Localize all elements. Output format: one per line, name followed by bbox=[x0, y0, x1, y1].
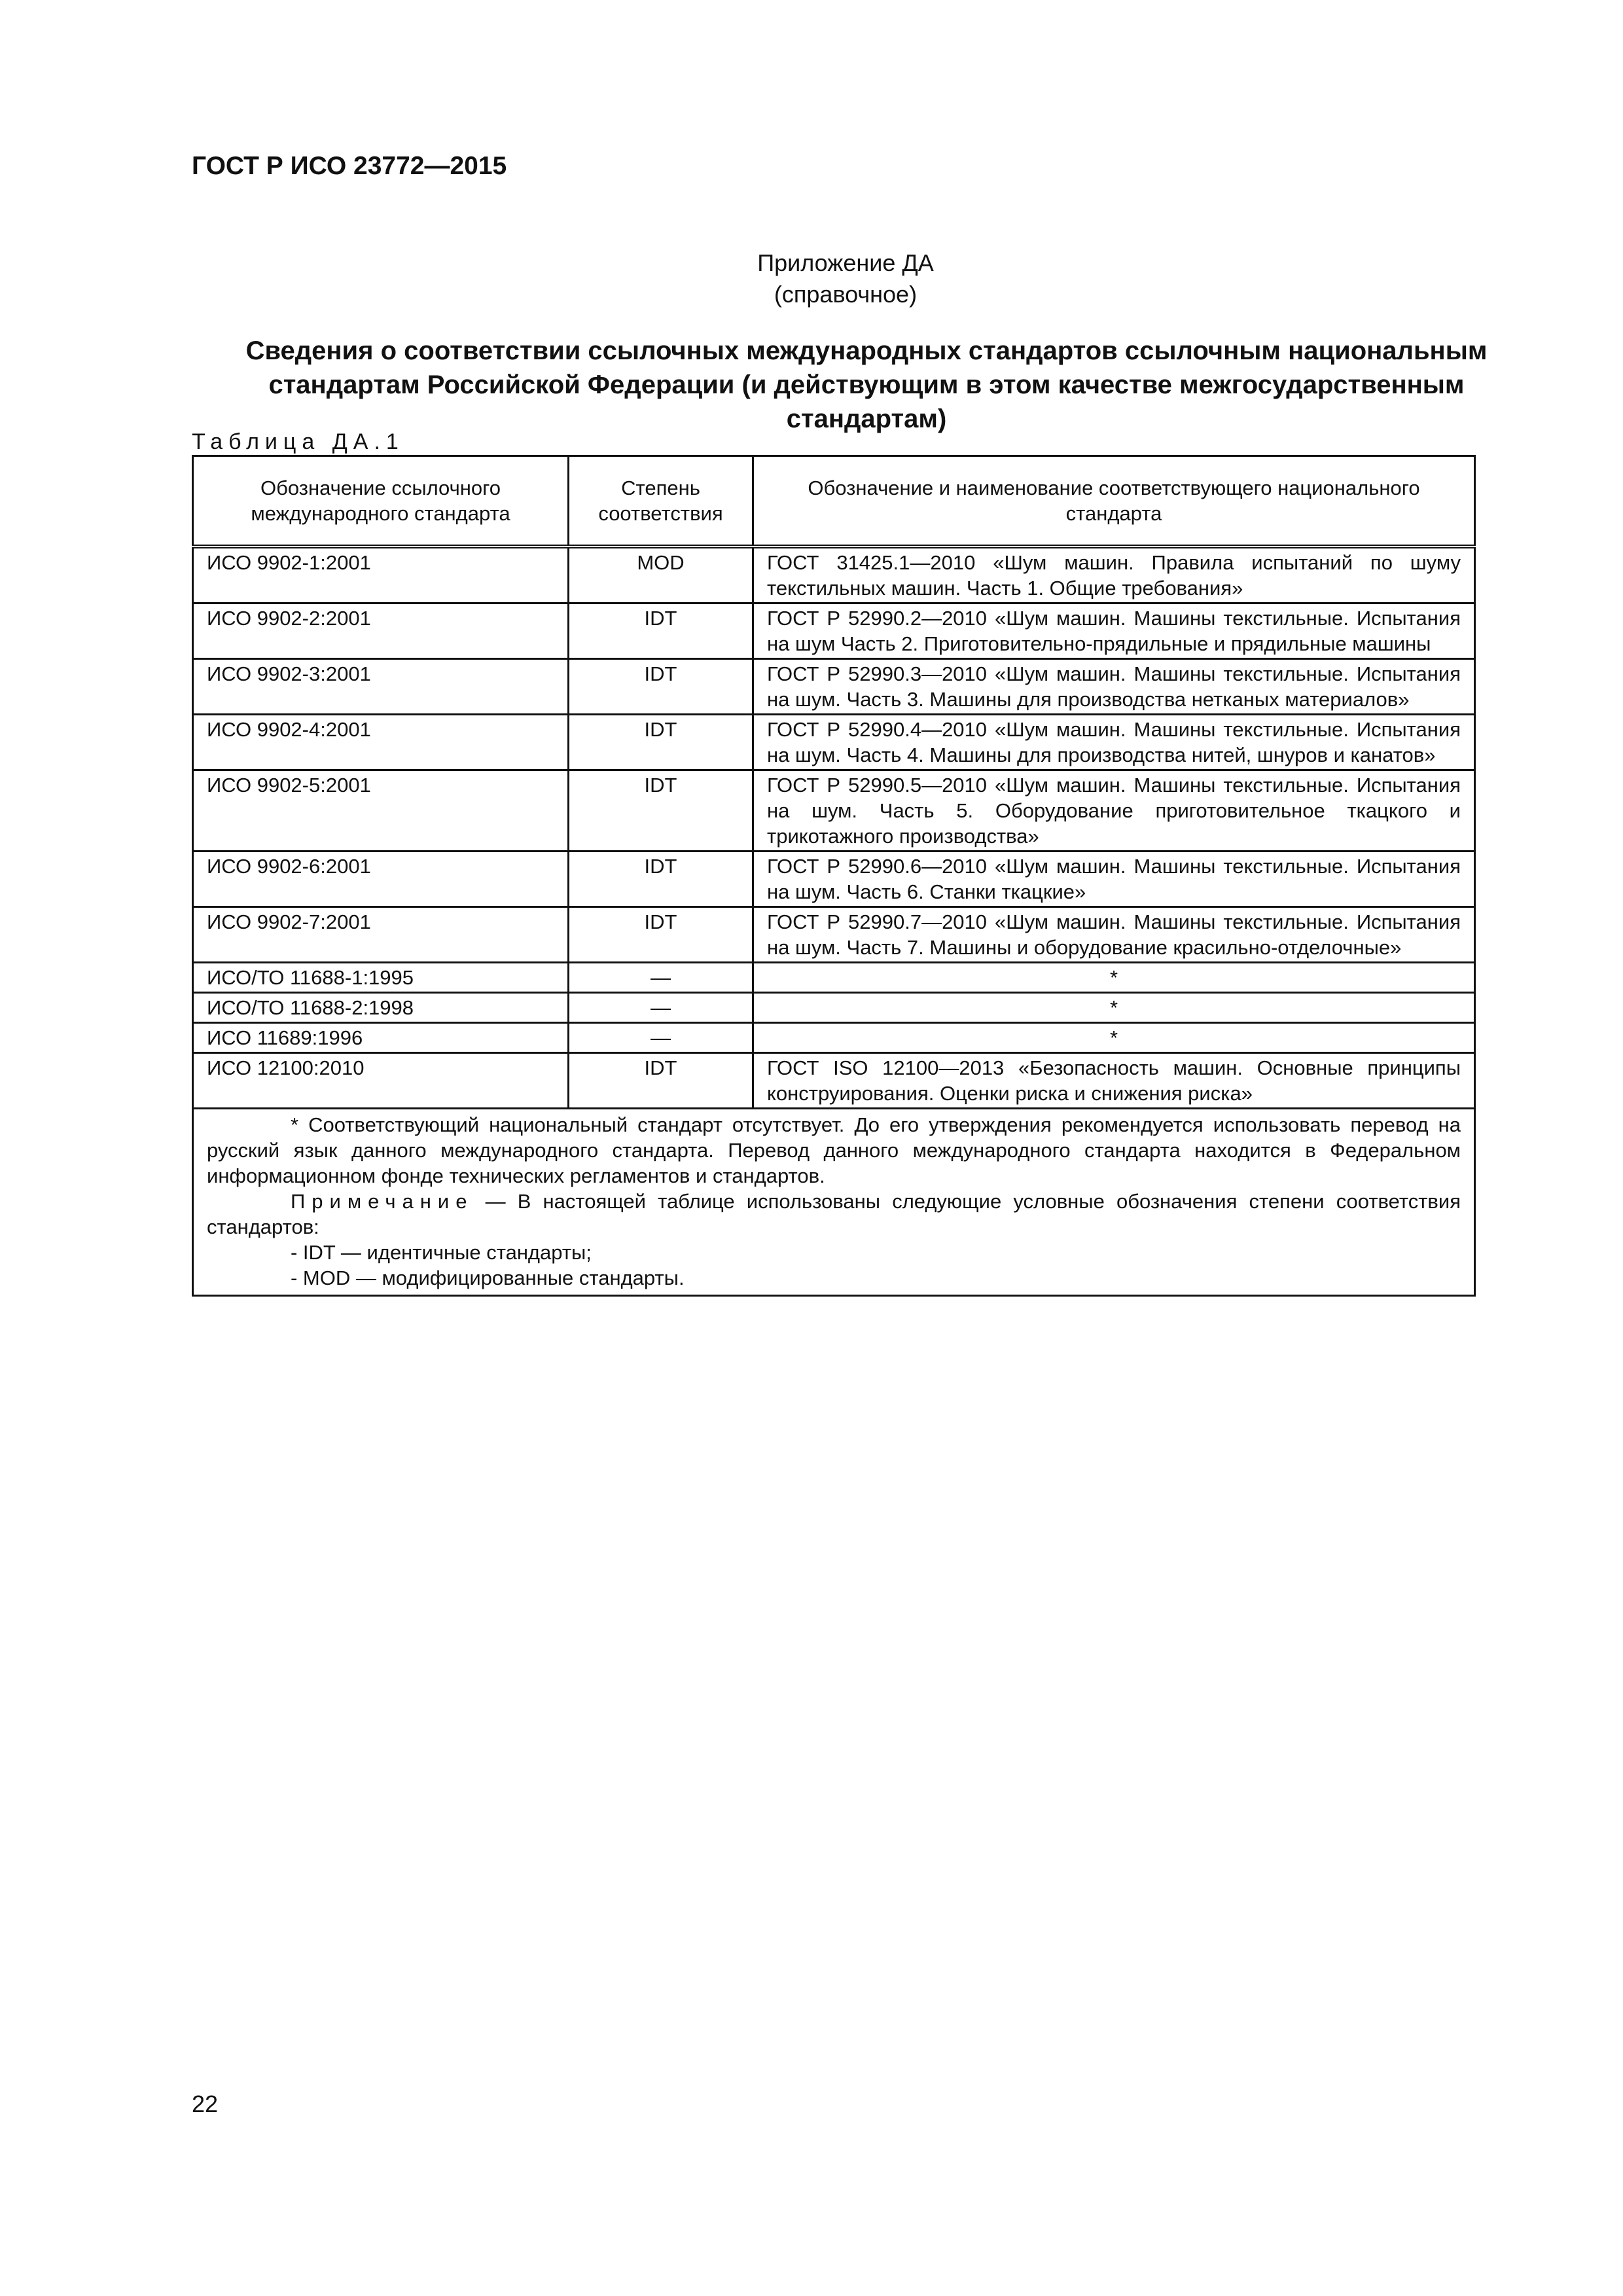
degree-cell: IDT bbox=[569, 852, 753, 907]
degree-cell: — bbox=[569, 993, 753, 1023]
degree-cell: MOD bbox=[569, 547, 753, 603]
appendix-label: Приложение ДА bbox=[757, 249, 934, 276]
table-row bbox=[193, 715, 1475, 770]
table-row bbox=[193, 1023, 1475, 1053]
appendix-title: Сведения о соответствии ссылочных международных стандартов ссылочным национальным стандартам Российской Федерации (и действующим в этом качестве межгосударственным стандартам) bbox=[245, 336, 1488, 433]
note-label: Примечание bbox=[291, 1190, 474, 1213]
national-standard-cell: ГОСТ 31425.1—2010 «Шум машин. Правила испытаний по шуму текстильных машин. Часть 1. Общие требования» bbox=[753, 547, 1475, 603]
table-row bbox=[193, 993, 1475, 1023]
table-row bbox=[193, 1053, 1475, 1109]
international-standard-cell: ИСО 9902-5:2001 bbox=[193, 770, 569, 852]
national-standard-cell: * bbox=[753, 993, 1475, 1023]
column-header-international: Обозначение ссылочного международного стандарта bbox=[193, 456, 569, 547]
page-number: 22 bbox=[192, 2090, 219, 2117]
national-standard-cell: ГОСТ Р 52990.5—2010 «Шум машин. Машины текстильные. Испытания на шум. Часть 5. Оборудование приготовительное ткацкого и трикотажного производства» bbox=[753, 770, 1475, 852]
international-standard-cell: ИСО 9902-4:2001 bbox=[193, 715, 569, 770]
note-text: — В настоящей таблице использованы следующие условные обозначения степени соответствия стандартов: bbox=[207, 1190, 1461, 1238]
national-standard-cell: * bbox=[753, 963, 1475, 993]
column-header-national: Обозначение и наименование соответствующего национального стандарта bbox=[753, 456, 1475, 547]
degree-cell: IDT bbox=[569, 907, 753, 963]
national-standard-cell: ГОСТ Р 52990.4—2010 «Шум машин. Машины текстильные. Испытания на шум. Часть 4. Машины для производства нитей, шнуров и канатов» bbox=[753, 715, 1475, 770]
standards-correspondence-table bbox=[192, 455, 1476, 1297]
table-row bbox=[193, 907, 1475, 963]
column-header-degree: Степень соответствия bbox=[569, 456, 753, 547]
national-standard-cell: ГОСТ Р 52990.7—2010 «Шум машин. Машины текстильные. Испытания на шум. Часть 7. Машины и оборудование красильно-отделочные» bbox=[753, 907, 1475, 963]
document-code: ГОСТ Р ИСО 23772—2015 bbox=[192, 152, 507, 180]
degree-cell: — bbox=[569, 963, 753, 993]
national-standard-cell: ГОСТ Р 52990.2—2010 «Шум машин. Машины текстильные. Испытания на шум Часть 2. Приготовительно-прядильные и прядильные машины bbox=[753, 603, 1475, 659]
table-label: Таблица ДА.1 bbox=[192, 429, 404, 454]
appendix-heading bbox=[0, 247, 1623, 310]
degree-cell: IDT bbox=[569, 770, 753, 852]
table-row bbox=[193, 659, 1475, 715]
note-item-idt: - IDT — идентичные стандарты; bbox=[291, 1241, 592, 1264]
international-standard-cell: ИСО 12100:2010 bbox=[193, 1053, 569, 1109]
table-row bbox=[193, 770, 1475, 852]
international-standard-cell: ИСО 9902-7:2001 bbox=[193, 907, 569, 963]
international-standard-cell: ИСО 9902-2:2001 bbox=[193, 603, 569, 659]
table-row bbox=[193, 963, 1475, 993]
note-item-mod: - MOD — модифицированные стандарты. bbox=[291, 1266, 685, 1289]
footnote-text: * Соответствующий национальный стандарт отсутствует. До его утверждения рекомендуется использовать перевод на русский язык данного международного стандарта. Перевод данного международного стандарта находится в Федеральном информационном фонде технических регламентов и стандартов. bbox=[207, 1113, 1461, 1187]
table-footnote-cell bbox=[193, 1109, 1475, 1296]
degree-cell: IDT bbox=[569, 659, 753, 715]
international-standard-cell: ИСО 11689:1996 bbox=[193, 1023, 569, 1053]
degree-cell: IDT bbox=[569, 603, 753, 659]
international-standard-cell: ИСО 9902-1:2001 bbox=[193, 547, 569, 603]
international-standard-cell: ИСО/ТО 11688-1:1995 bbox=[193, 963, 569, 993]
appendix-kind: (справочное) bbox=[774, 281, 918, 308]
table-footnote-row bbox=[193, 1109, 1475, 1296]
note-paragraph bbox=[207, 1189, 1461, 1240]
international-standard-cell: ИСО/ТО 11688-2:1998 bbox=[193, 993, 569, 1023]
degree-cell: — bbox=[569, 1023, 753, 1053]
national-standard-cell: * bbox=[753, 1023, 1475, 1053]
table-row bbox=[193, 547, 1475, 603]
table-row bbox=[193, 852, 1475, 907]
degree-cell: IDT bbox=[569, 1053, 753, 1109]
degree-cell: IDT bbox=[569, 715, 753, 770]
international-standard-cell: ИСО 9902-6:2001 bbox=[193, 852, 569, 907]
national-standard-cell: ГОСТ ISO 12100—2013 «Безопасность машин. Основные принципы конструирования. Оценки риска и снижения риска» bbox=[753, 1053, 1475, 1109]
national-standard-cell: ГОСТ Р 52990.6—2010 «Шум машин. Машины текстильные. Испытания на шум. Часть 6. Станки ткацкие» bbox=[753, 852, 1475, 907]
table-header-row bbox=[193, 456, 1475, 547]
table-row bbox=[193, 603, 1475, 659]
international-standard-cell: ИСО 9902-3:2001 bbox=[193, 659, 569, 715]
national-standard-cell: ГОСТ Р 52990.3—2010 «Шум машин. Машины текстильные. Испытания на шум. Часть 3. Машины для производства нетканых материалов» bbox=[753, 659, 1475, 715]
